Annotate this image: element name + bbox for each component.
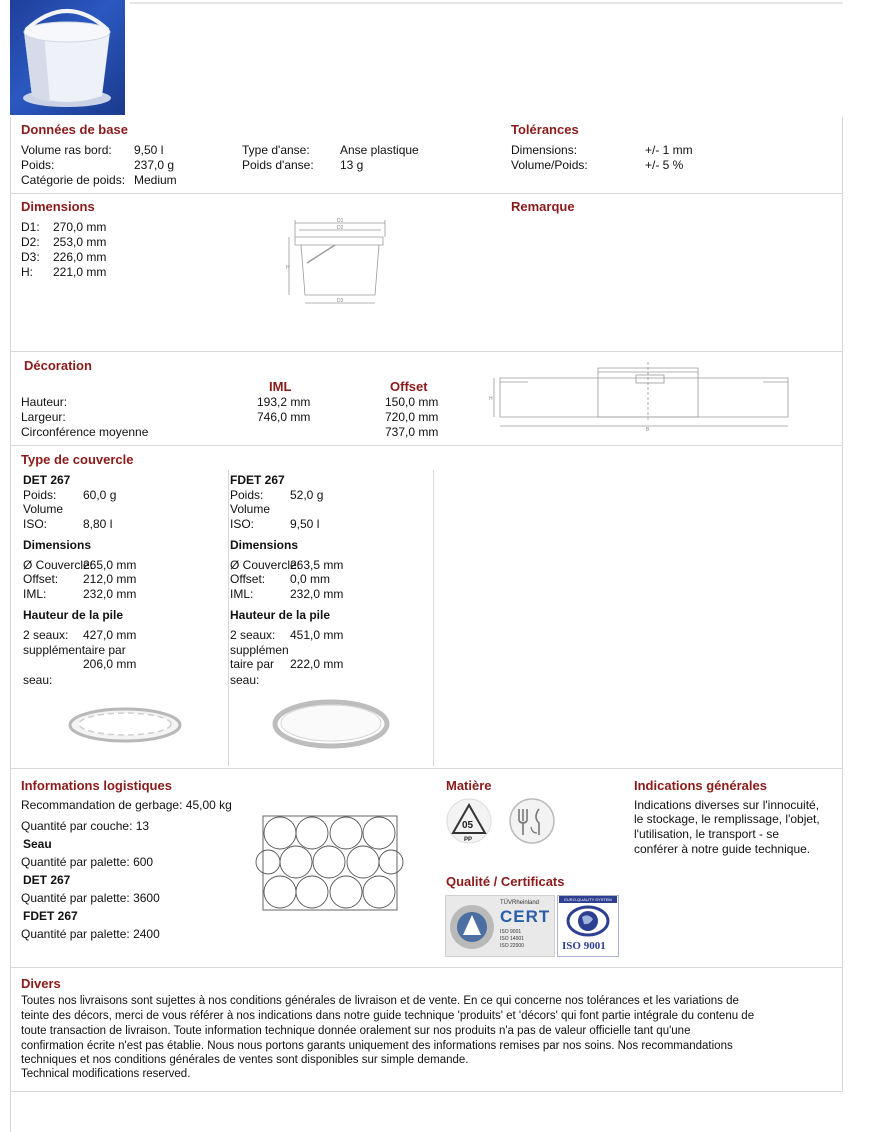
decoration-drawing bbox=[488, 360, 803, 435]
iso-badge-top: EURO-QUALITY SYSTEM bbox=[559, 896, 617, 903]
type-anse-label: Type d'anse: bbox=[242, 143, 310, 157]
indications-line-3: l'utilisation, le transport - se bbox=[634, 827, 780, 841]
drawing-label-d2: D2 bbox=[337, 225, 344, 231]
lid1-deux-label: 2 seaux: bbox=[23, 628, 69, 642]
lid2-iml-label: IML: bbox=[230, 587, 254, 601]
indications-line-4: conférer à notre guide technique. bbox=[634, 842, 811, 856]
logistique-item-seau: Seau bbox=[23, 837, 52, 851]
pallet-layer-drawing bbox=[262, 815, 398, 911]
categorie-label: Catégorie de poids: bbox=[21, 173, 126, 187]
lid2-couv-label: Ø Couvercle: bbox=[230, 558, 301, 572]
indications-line-1: Indications diverses sur l'innocuité, bbox=[634, 798, 820, 812]
deco-circ-offset: 737,0 mm bbox=[385, 425, 439, 439]
divers-line-5: techniques et nos conditions générales de ventes sont disponibles sur simple demande. bbox=[21, 1054, 469, 1066]
lid1-couv-value: 265,0 mm bbox=[83, 558, 137, 572]
tuv-iso-3: ISO 22000 bbox=[500, 943, 524, 949]
dim-d3-value: 226,0 mm bbox=[53, 250, 107, 264]
lid1-dim-title: Dimensions bbox=[23, 538, 92, 552]
deco-drawing-label-h: H bbox=[489, 396, 493, 402]
divider bbox=[10, 351, 842, 352]
tolerances-title: Tolérances bbox=[511, 122, 579, 137]
lid2-supp-label bbox=[230, 643, 290, 673]
lid1-supp-label-line1: supplémentaire par bbox=[23, 643, 126, 657]
lid1-iso-value: 8,80 l bbox=[83, 517, 113, 531]
poids-label: Poids: bbox=[21, 158, 55, 172]
drawing-label-d3: D3 bbox=[337, 298, 344, 304]
volume-label: Volume ras bord: bbox=[21, 143, 112, 157]
tol-vp-label: Volume/Poids: bbox=[511, 158, 588, 172]
globe-icon bbox=[566, 905, 610, 937]
deco-hauteur-iml: 193,2 mm bbox=[257, 395, 311, 409]
lid1-volume-label: Volume bbox=[23, 502, 64, 516]
lid2-deux-value: 451,0 mm bbox=[290, 628, 344, 642]
logistique-qty-det: Quantité par palette: 3600 bbox=[21, 891, 160, 905]
divider bbox=[10, 445, 842, 446]
divers-line-3: toute transaction de livraison. Toute information technique donnée oralement sur nos produits n'a pas de valeur officielle tant qu'une bbox=[21, 1025, 691, 1037]
iso-9001-badge bbox=[557, 895, 619, 957]
divider bbox=[10, 193, 842, 194]
decoration-col-offset: Offset bbox=[390, 379, 428, 394]
bucket-dimension-drawing bbox=[285, 215, 395, 310]
deco-hauteur-offset: 150,0 mm bbox=[385, 395, 439, 409]
top-border bbox=[130, 2, 843, 4]
dim-d1-value: 270,0 mm bbox=[53, 220, 107, 234]
lid2-supp-label-line1: supplémentaire par bbox=[230, 643, 289, 671]
divers-line-6: Technical modifications reserved. bbox=[21, 1068, 191, 1080]
decoration-col-iml: IML bbox=[269, 379, 292, 394]
poids-anse-label: Poids d'anse: bbox=[242, 158, 314, 172]
lid2-offset-value: 0,0 mm bbox=[290, 572, 331, 586]
lid1-iso-label: ISO: bbox=[23, 517, 48, 531]
divers-title: Divers bbox=[21, 976, 61, 991]
recycle-label: PP bbox=[464, 837, 473, 843]
dimensions-title: Dimensions bbox=[21, 199, 95, 214]
logistique-item-fdet: FDET 267 bbox=[23, 909, 78, 923]
lid2-poids-value: 52,0 g bbox=[290, 488, 324, 502]
logistique-qty-fdet: Quantité par palette: 2400 bbox=[21, 927, 160, 941]
lid-divider bbox=[228, 470, 229, 766]
volume-value: 9,50 l bbox=[134, 143, 164, 157]
recycle-pp-icon bbox=[443, 797, 495, 845]
tuv-cert-text: CERT bbox=[500, 907, 551, 926]
lid-divider bbox=[433, 470, 434, 766]
lid2-supp-label-line2: seau: bbox=[230, 673, 260, 687]
dim-d2-value: 253,0 mm bbox=[53, 235, 107, 249]
decoration-title: Décoration bbox=[24, 358, 92, 373]
indications-line-2: le stockage, le remplissage, l'objet, bbox=[634, 812, 820, 826]
food-safe-icon bbox=[507, 797, 557, 845]
lid2-name: FDET 267 bbox=[230, 473, 285, 487]
lid2-iso-value: 9,50 l bbox=[290, 517, 320, 531]
deco-hauteur-label: Hauteur: bbox=[21, 395, 68, 409]
remarque-title: Remarque bbox=[511, 199, 575, 214]
lid1-poids-value: 60,0 g bbox=[83, 488, 117, 502]
qualite-title: Qualité / Certificats bbox=[446, 874, 565, 889]
lid2-supp-value: 222,0 mm bbox=[290, 657, 344, 671]
right-border bbox=[842, 117, 843, 1092]
iso-badge-text: ISO 9001 bbox=[562, 940, 606, 952]
lid2-dim-title: Dimensions bbox=[230, 538, 299, 552]
categorie-value: Medium bbox=[134, 173, 177, 187]
lid2-poids-label: Poids: bbox=[230, 488, 264, 502]
dim-h-label: H: bbox=[21, 265, 33, 279]
deco-largeur-offset: 720,0 mm bbox=[385, 410, 439, 424]
drawing-label-h: H bbox=[286, 265, 290, 271]
lid1-offset-label: Offset: bbox=[23, 572, 59, 586]
lid2-volume-label: Volume bbox=[230, 502, 271, 516]
product-image bbox=[10, 0, 125, 115]
deco-circ-label: Circonférence moyenne bbox=[21, 425, 149, 439]
matiere-title: Matière bbox=[446, 778, 492, 793]
tol-dim-value: +/- 1 mm bbox=[645, 143, 693, 157]
dim-d3-label: D3: bbox=[21, 250, 40, 264]
lid2-deux-label: 2 seaux: bbox=[230, 628, 276, 642]
type-anse-value: Anse plastique bbox=[340, 143, 419, 157]
divider bbox=[10, 768, 842, 769]
poids-anse-value: 13 g bbox=[340, 158, 364, 172]
deco-largeur-label: Largeur: bbox=[21, 410, 66, 424]
logistique-couche: Quantité par couche: 13 bbox=[21, 819, 150, 833]
tuv-iso-2: ISO 14001 bbox=[500, 936, 524, 942]
logistique-gerbage: Recommandation de gerbage: 45,00 kg bbox=[21, 798, 232, 812]
couvercle-title: Type de couvercle bbox=[21, 452, 134, 467]
divers-line-2: teinte des décors, merci de vous référer à nos indications dans notre guide technique 'produits' et 'décors' qui font partie intégrale du contenu de bbox=[21, 1010, 755, 1022]
lid2-image bbox=[270, 698, 392, 750]
left-border bbox=[10, 117, 11, 1132]
donnees-title: Données de base bbox=[21, 122, 128, 137]
lid1-poids-label: Poids: bbox=[23, 488, 57, 502]
logistique-qty-seau: Quantité par palette: 600 bbox=[21, 855, 154, 869]
lid1-supp-value: 206,0 mm bbox=[83, 657, 137, 671]
lid1-supp-label-line2: seau: bbox=[23, 673, 53, 687]
indications-title: Indications générales bbox=[634, 778, 767, 793]
lid2-pile-title: Hauteur de la pile bbox=[230, 608, 331, 622]
divider bbox=[10, 1091, 842, 1092]
lid1-deux-value: 427,0 mm bbox=[83, 628, 137, 642]
tol-dim-label: Dimensions: bbox=[511, 143, 578, 157]
poids-value: 237,0 g bbox=[134, 158, 175, 172]
divers-line-4: confirmation écrite n'est pas établie. Nous nous portons garants uniquement des informations remises par nos soins. Nos recommandations bbox=[21, 1040, 733, 1052]
drawing-label-d1: D1 bbox=[337, 218, 344, 224]
lid1-name: DET 267 bbox=[23, 473, 71, 487]
lid1-image bbox=[65, 705, 185, 745]
lid2-iso-label: ISO: bbox=[230, 517, 255, 531]
deco-drawing-label-b: B bbox=[646, 427, 650, 433]
dim-h-value: 221,0 mm bbox=[53, 265, 107, 279]
lid1-offset-value: 212,0 mm bbox=[83, 572, 137, 586]
lid1-couv-label: Ø Couvercle: bbox=[23, 558, 94, 572]
tuv-cert-badge bbox=[445, 895, 555, 957]
tuv-brand: TÜVRheinland bbox=[500, 900, 540, 906]
lid2-couv-value: 263,5 mm bbox=[290, 558, 344, 572]
lid1-pile-title: Hauteur de la pile bbox=[23, 608, 124, 622]
tol-vp-value: +/- 5 % bbox=[645, 158, 684, 172]
divider bbox=[10, 967, 842, 968]
logistique-title: Informations logistiques bbox=[21, 778, 172, 793]
lid2-offset-label: Offset: bbox=[230, 572, 266, 586]
dim-d1-label: D1: bbox=[21, 220, 40, 234]
lid2-iml-value: 232,0 mm bbox=[290, 587, 344, 601]
tuv-logo-icon bbox=[450, 901, 498, 953]
recycle-code: 05 bbox=[462, 820, 474, 831]
logistique-item-det: DET 267 bbox=[23, 873, 71, 887]
deco-largeur-iml: 746,0 mm bbox=[257, 410, 311, 424]
tuv-iso-1: ISO 9001 bbox=[500, 929, 522, 935]
dim-d2-label: D2: bbox=[21, 235, 40, 249]
lid1-iml-value: 232,0 mm bbox=[83, 587, 137, 601]
divers-line-1: Toutes nos livraisons sont sujettes à nos conditions générales de livraison et de vente. En ce qui concerne nos tolérances et les variations de bbox=[21, 995, 739, 1007]
lid1-iml-label: IML: bbox=[23, 587, 47, 601]
